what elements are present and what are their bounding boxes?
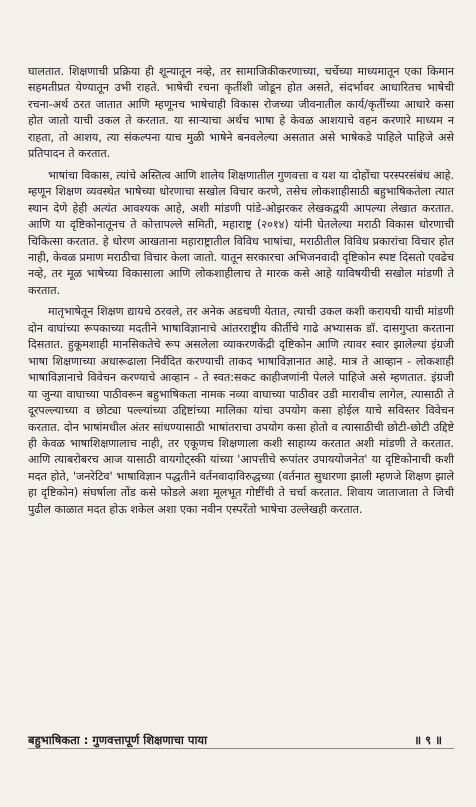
paragraph-3: मातृभाषेतून शिक्षण द्यायचे ठरवले, तर अनेक अडचणी येतात, त्याची उकल कशी करायची याची मांडणी दोन वाघांच्या रूपकाच्या मदतीने भाषाविज्ञानाचे आंतरराष्ट्रीय कीर्तीचे गाढे अभ्यासक डॉ. दासगुप्ता करताना दिसतात. हुकूमशाही मानसिकतेचे रूप असलेला व्याकरणकेंद्री दृष्टिकोन आणि त्यावर स्वार झालेल्या इंग्रजी भाषा शिक्षणाच्या अधारूढाला निर्वंदित करण्याची ताकद भाषाविज्ञानात आहे. मात्र ते आव्हान - लोकशाही भाषाविज्ञानाचे विवेचन करण्याचे आव्हान - ते स्वत:सकट काहीजणांनी पेलले पाहिजे असे म्हणतात. इंग्रजी या जुन्या वाघाच्या पाठीवरून बहुभाषिकता नामक नव्या वाघाच्या पाठीवर उडी मारावीच लागेल, त्यासाठी ते दूरपल्ल्याच्या व छोट्या पल्ल्यांच्या उद्दिष्टांच्या मालिका यांचा उपयोग कसा होईल याचे सविस्तर विवेचन करतात. दोन भाषांमधील अंतर सांधण्यासाठी भाषांतराचा उपयोग कसा होतो व त्यासाठीची छोटी-छोटी उद्दिष्टे ही केवळ भाषाशिक्षणालाच नाही, तर एकूणच शिक्षणाला कशी साहाय्य करतात अशी मांडणी ते करतात. आणि त्याबरोबरच आज यासाठी वायगोट्स्की यांच्या 'आपत्तीचे रूपांतर उपाययोजनेत' या दृष्टिकोनाची कशी मदत होते, 'जनरेटिव' भाषाविज्ञान पद्धतीने वर्तनवादाविरुद्धच्या (वर्तनात सुधारणा झाली म्हणजे शिक्षण झाले हा दृष्टिकोन) संघर्षाला तोंड कसे फोडले अशा मूलभूत गोष्टींची ते चर्चा करतात. शिवाय जाताजाता ते जिची पुढील काळात मदत होऊ शकेल अशा एका नवीन एस्परँतो भाषेचा उल्लेखही करतात. bbox=[28, 305, 454, 516]
page-footer bbox=[28, 732, 454, 752]
footer-title: बहुभाषिकता : गुणवत्तापूर्ण शिक्षणाचा पाया bbox=[28, 733, 208, 747]
paragraph-1: घालतात. शिक्षणाची प्रक्रिया ही शून्यातून नव्हे, तर सामाजिकीकरणाच्या, चर्चेच्या माध्यमातून एका किमान सहमतीप्रत येण्यातून उभी राहते. भाषेची रचना कृतींशी जोडून होत असते, संदर्भावर आधारितच भाषेची रचना-अर्थ ठरत जातात आणि म्हणूनच भाषेचाही विकास रोजच्या जीवनातील कार्य/कृतींच्या आधारे कसा होत जातो याची उकल ते करतात. या साऱ्याचा अर्थच भाषा हे केवळ आशयाचे वहन करणारे माध्यम न राहता, तो आशय, त्या संकल्पना याच मुळी भाषेने बनवलेल्या असतात असे भाषेकडे पाहिले पाहिजे असे प्रतिपादन ते करतात. bbox=[28, 65, 454, 161]
page-number: ॥ ९ ॥ bbox=[414, 733, 442, 747]
paragraph-2: भाषांचा विकास, त्यांचे अस्तित्व आणि शालेय शिक्षणातील गुणवत्ता व यश या दोहोंचा परस्परसंबंध आहे. म्हणून शिक्षण व्यवस्थेत भाषेच्या धोरणाचा सखोल विचार करणे, तसेच लोकशाहीसाठी बहुभाषिकतेला त्यात स्थान देणे हेही अत्यंत आवश्यक आहे, अशी मांडणी पांडे-ओझरकर लेखकद्वयी आपल्या लेखात करतात. आणि या दृष्टिकोनातूनच ते कोत्तापल्ले समिती, महाराष्ट्र (२०१४) यांनी घेतलेल्या मराठी विकास धोरणाची चिकित्सा करतात. हे धोरण आखताना महाराष्ट्रातील विविध भाषांचा, मराठीतील विविध प्रकारांचा विचार होत नाही, केवळ प्रमाण मराठीचा विचार केला जातो. यातून सरकारचा अभिजनवादी दृष्टिकोन स्पष्ट दिसतो एवढेच नव्हे, तर मूळ भाषेच्या विकासाला आणि लोकशाहीलाच ते मारक कसे आहे याविषयीची सखोल मांडणी ते करतात. bbox=[28, 168, 454, 297]
main-text bbox=[28, 64, 454, 523]
